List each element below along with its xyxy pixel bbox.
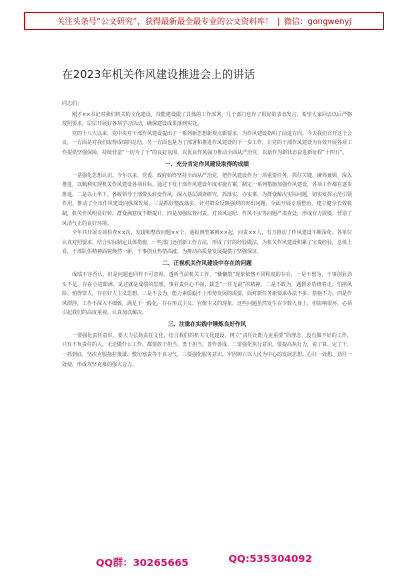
section-paragraph: 成绩不容否认，但是问题也同样不可忽视，透析当前机关工作，“慵懒散”现象依然不同程度的存在，一是不想为，干事创业劲头不足，存在小进即满、见过就是成绩的思想，事业责任心不强，缺乏“一往无前”的精神。二是不敢为，遇到矛盾绕着走，怕担风险、怕得罪人，存在好人主义思想。三是不会为，能力素质跟不上形势发展的需要，面对新任务新要求办法不多、措施不力。四是作风漂浮，工作不深入不细致，满足于一般化，存在形式主义、官僚主义的现象，这些问题虽然发生在少数人身上，但影响很坏，必须引起我们的高度重视，认真加以解决。 [62,271,352,317]
section-paragraph: 全年共开展专项检查××次，发现和整改问题××个，通报典型案例××起，问责××人，有力推动了作风建设不断深化。各单位认真对照要求，结合实际制定具体措施，一些部门还创新工作方法，形成了好的经验做法，为机关作风建设积累了宝贵经验，总体上看，干部队伍精神面貌焕然一新，干事创业热情高涨，为推动高质量发展提供了坚强保证。 [62,230,352,256]
intro-paragraph: 刚才××书记对我们机关的文化建设，技能建设做了具体的工作部署，几个部门也作了很好的表态发言，希望大家回去以后严格按照要求，层层开展好各项学习活动，确保建设成果落到实处。 [62,111,352,128]
banner-wechat: 微信：gongwenyj [283,16,352,26]
document-body [62,100,352,530]
header-banner [24,12,384,30]
banner-follow-text: 关注头条号“公文研究”，获得最新最全最专业的公文资料库！ [56,16,273,26]
section-paragraph: 一是强化思想认识。今年以来，党委、政府始终坚持全面从严治党，把作风建设作为一项重要任务，抓住关键，统筹兼顾，深入推进，以顺利实现机关作风建设各项目标。通过下发干部作风建设年度实施方案，制定一系列措施加强作风建设，各项工作都在逐步推进。二是以上率下。各级领导干部带头转变作风，深入基层调查研究，抓落实、办实事，为群众解决实际问题，切实发挥示范引领作用，推动了全市作风建设向纵深发展。三是抓好整改落实。针对群众反映强烈的突出问题，全面开展专项整治，建立健全长效机制，机关作风明显好转，群众满意度不断提升。四是加强监督问责。对顶风违纪、作风不实等问题严肃查处，形成有力震慑，营造了风清气正的良好环境。 [62,172,352,227]
banner-separator: | [276,16,280,26]
intro-paragraph: 党的十八大以来，党中央对干部作风建设提出了一系列新思想新观点新要求，为作风建设指明了前进方向。今天我们召开这个会议，一方面是对我们取得成绩的总结，另一方面也是为了部署和推进作风建设的下一步工作，让党的干部作风建设为有效开展各项工作提供坚强保障，持续营造“一切为了干”的良好氛围，以优良作风强力推动全面从严治党，以新作为新状态奋进新征程“十四五”。 [62,130,352,156]
section-heading: 二、正视机关作风建设中存在的问题 [162,260,252,267]
section-heading: 三、注重在实践中锤炼良好作风 [167,321,247,328]
footer-contact [0,554,408,569]
greeting: 同志们： [62,101,83,107]
document-title: 在2023年机关作风建设推进会上的讲话 [62,68,255,81]
section-heading: 一、充分肯定作风建设取得的成绩 [165,161,249,168]
footer-qq-group: QQ群：30265665 [95,558,189,569]
section-paragraph: 一要强化责任意识。要大力弘扬责任文化，结合我们的机关文化建设，树立“责任比能力更重要”的理念，没有做不好的工作，只有不负责任的人。无论做什么工作，都要敢于担当、勇于担当，善作善成。二要强化执行意识。要提高执行力，说了算、定了干，一抓到底，坚决克服拖拉推诿、敷衍塞责等不良习气。三要强化服务意识。牢固树立以人民为中心的发展思想，心往一处想、劲往一处使，形成攻坚克难的强大合力。 [62,332,352,368]
footer-qq: QQ:535304092 [228,554,313,565]
